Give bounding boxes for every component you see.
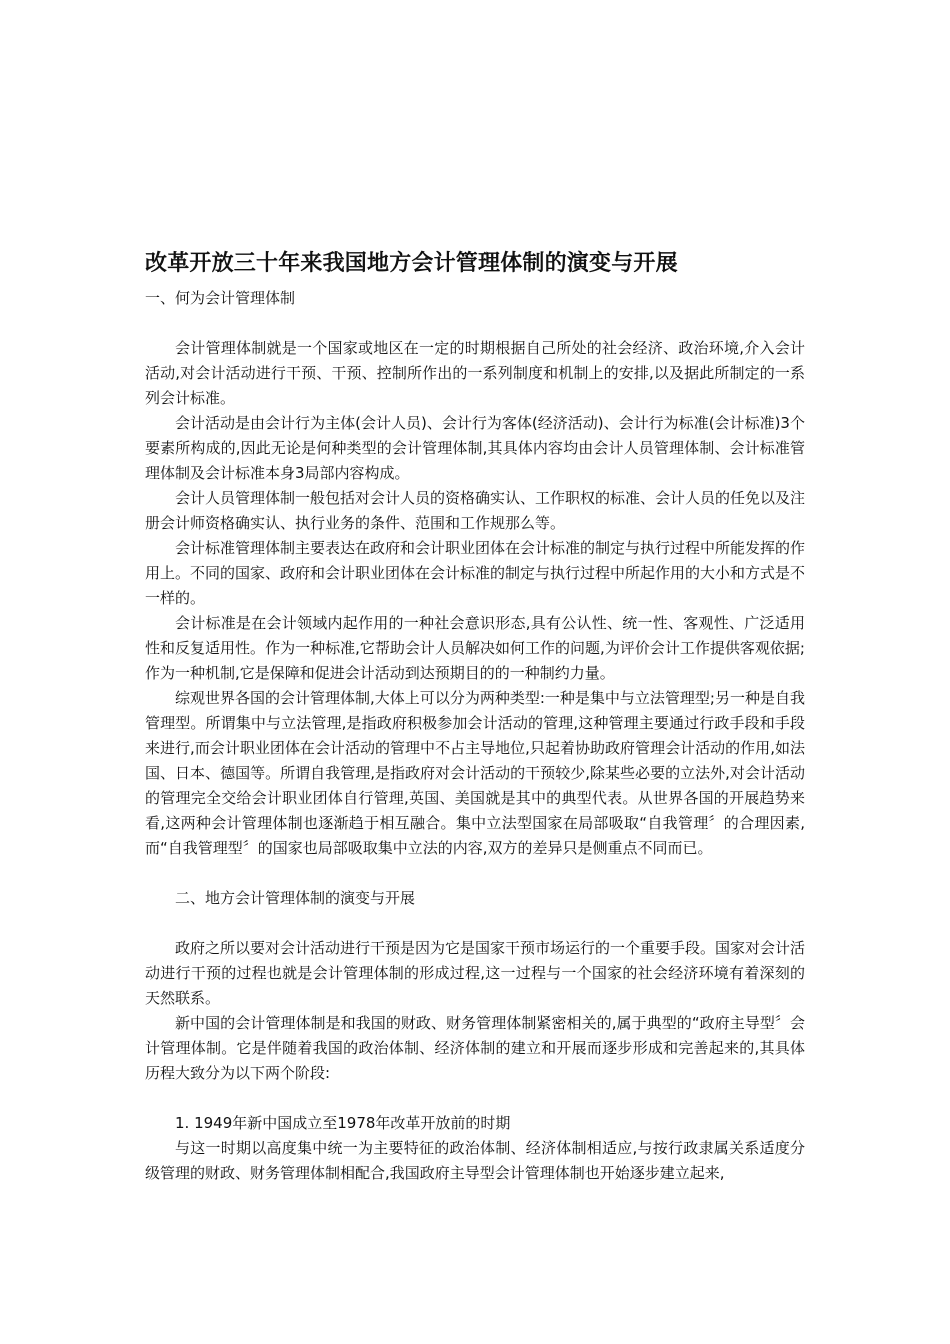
paragraph: 会计活动是由会计行为主体(会计人员)、会计行为客体(经济活动)、会计行为标准(会计标准)3个要素所构成的,因此无论是何种类型的会计管理体制,其具体内容均由会计人员管理体制、会计标准管理体制及会计标准本身3局部内容构成。 — [145, 414, 805, 482]
paragraph: 会计标准是在会计领域内起作用的一种社会意识形态,具有公认性、统一性、客观性、广泛适用性和反复适用性。作为一种标准,它帮助会计人员解决如何工作的问题,为评价会计工作提供客观依据;作为一种机制,它是保障和促进会计活动到达预期目的的一种制约力量。 — [145, 614, 805, 682]
spacer — [145, 911, 805, 936]
spacer — [145, 1086, 805, 1111]
spacer — [145, 861, 805, 886]
paragraph: 新中国的会计管理体制是和我国的财政、财务管理体制紧密相关的,属于典型的“政府主导型〞会计管理体制。它是伴随着我国的政治体制、经济体制的建立和开展而逐步形成和完善起来的,其具体历程大致分为以下两个阶段: — [145, 1014, 805, 1082]
paragraph: 会计标准管理体制主要表达在政府和会计职业团体在会计标准的制定与执行过程中所能发挥的作用上。不同的国家、政府和会计职业团体在会计标准的制定与执行过程中所起作用的大小和方式是不一样的。 — [145, 539, 806, 607]
document-page — [145, 248, 805, 1186]
spacer — [145, 311, 805, 336]
paragraph: 会计管理体制就是一个国家或地区在一定的时期根据自己所处的社会经济、政治环境,介入会计活动,对会计活动进行干预、干预、控制所作出的一系列制度和机制上的安排,以及据此所制定的一系列会计标准。 — [145, 339, 805, 407]
paragraph: 与这一时期以高度集中统一为主要特征的政治体制、经济体制相适应,与按行政隶属关系适度分级管理的财政、财务管理体制相配合,我国政府主导型会计管理体制也开始逐步建立起来, — [145, 1139, 805, 1182]
paragraph: 政府之所以要对会计活动进行干预是因为它是国家干预市场运行的一个重要手段。国家对会计活动进行干预的过程也就是会计管理体制的形成过程,这一过程与一个国家的社会经济环境有着深刻的天然联系。 — [145, 939, 806, 1007]
section-heading-1: 一、何为会计管理体制 — [145, 289, 296, 307]
paragraph: 会计人员管理体制一般包括对会计人员的资格确实认、工作职权的标准、会计人员的任免以及注册会计师资格确实认、执行业务的条件、范围和工作规那么等。 — [145, 489, 806, 532]
paragraph: 综观世界各国的会计管理体制,大体上可以分为两种类型:一种是集中与立法管理型;另一种是自我管理型。所谓集中与立法管理,是指政府积极参加会计活动的管理,这种管理主要通过行政手段和手段来进行,而会计职业团体在会计活动的管理中不占主导地位,只起着协助政府管理会计活动的作用,如法国、日本、德国等。所谓自我管理,是指政府对会计活动的干预较少,除某些必要的立法外,对会计活动的管理完全交给会计职业团体自行管理,英国、美国就是其中的典型代表。从世界各国的开展趋势来看,这两种会计管理体制也逐渐趋于相互融合。集中立法型国家在局部吸取“自我管理〞的合理因素,而“自我管理型〞的国家也局部吸取集中立法的内容,双方的差异只是侧重点不同而已。 — [145, 689, 805, 857]
section-heading-2: 二、地方会计管理体制的演变与开展 — [175, 889, 416, 907]
document-title: 改革开放三十年来我国地方会计管理体制的演变与开展 — [145, 251, 678, 276]
subsection-heading-1: 1. 1949年新中国成立至1978年改革开放前的时期 — [175, 1114, 511, 1132]
